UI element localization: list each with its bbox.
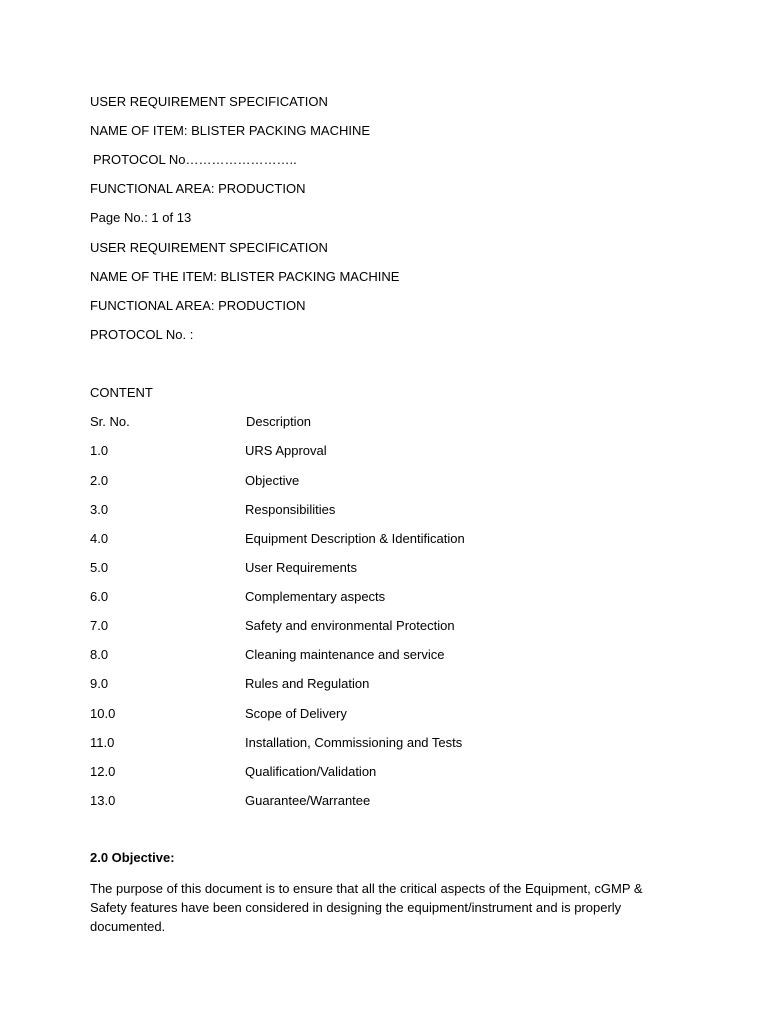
row-number: 1.0	[90, 443, 109, 458]
table-row	[90, 531, 690, 547]
page-number: Page No.: 1 of 13	[90, 210, 192, 225]
row-number: 7.0	[90, 618, 109, 633]
row-number: 4.0	[90, 531, 109, 546]
row-description: Guarantee/Warrantee	[245, 793, 371, 808]
row-description: User Requirements	[245, 560, 357, 575]
row-number: 8.0	[90, 647, 109, 662]
content-heading: CONTENT	[90, 385, 153, 400]
row-number: 2.0	[90, 473, 109, 488]
content-table-header	[90, 414, 690, 430]
item-name: NAME OF ITEM: BLISTER PACKING MACHINE	[90, 123, 371, 138]
document-title-repeat: USER REQUIREMENT SPECIFICATION	[90, 240, 328, 255]
row-description: URS Approval	[245, 443, 327, 458]
row-description: Objective	[245, 473, 300, 488]
row-description: Cleaning maintenance and service	[245, 647, 445, 662]
row-description: Safety and environmental Protection	[245, 618, 455, 633]
row-description: Responsibilities	[245, 502, 336, 517]
table-row	[90, 764, 690, 780]
table-row	[90, 502, 690, 518]
table-row	[90, 618, 690, 634]
item-name-repeat: NAME OF THE ITEM: BLISTER PACKING MACHINE	[90, 269, 400, 284]
table-row	[90, 589, 690, 605]
row-number: 9.0	[90, 676, 109, 691]
table-row	[90, 560, 690, 576]
objective-heading: 2.0 Objective:	[90, 850, 175, 865]
table-row	[90, 443, 690, 459]
row-number: 5.0	[90, 560, 109, 575]
objective-paragraph: The purpose of this document is to ensure that all the critical aspects of the Equipment, cGMP & Safety features have been considered in designing the equipment/instrument and is properly documented.	[90, 881, 643, 934]
row-description: Complementary aspects	[245, 589, 386, 604]
row-number: 6.0	[90, 589, 109, 604]
column-header-sr-no: Sr. No.	[90, 414, 130, 429]
row-number: 12.0	[90, 764, 116, 779]
row-description: Qualification/Validation	[245, 764, 377, 779]
column-header-description: Description	[246, 414, 312, 429]
table-row	[90, 676, 690, 692]
functional-area-repeat: FUNCTIONAL AREA: PRODUCTION	[90, 298, 306, 313]
table-row	[90, 793, 690, 809]
row-number: 3.0	[90, 502, 109, 517]
functional-area: FUNCTIONAL AREA: PRODUCTION	[90, 181, 306, 196]
table-row	[90, 706, 690, 722]
row-description: Rules and Regulation	[245, 676, 370, 691]
row-number: 13.0	[90, 793, 116, 808]
protocol-number-repeat: PROTOCOL No. :	[90, 327, 194, 342]
row-description: Installation, Commissioning and Tests	[245, 735, 463, 750]
table-row	[90, 647, 690, 663]
row-description: Scope of Delivery	[245, 706, 347, 721]
table-row	[90, 735, 690, 751]
row-description: Equipment Description & Identification	[245, 531, 465, 546]
row-number: 10.0	[90, 706, 116, 721]
protocol-number: PROTOCOL No……………………..	[93, 152, 297, 167]
table-row	[90, 473, 690, 489]
document-title: USER REQUIREMENT SPECIFICATION	[90, 94, 328, 109]
row-number: 11.0	[90, 735, 115, 750]
